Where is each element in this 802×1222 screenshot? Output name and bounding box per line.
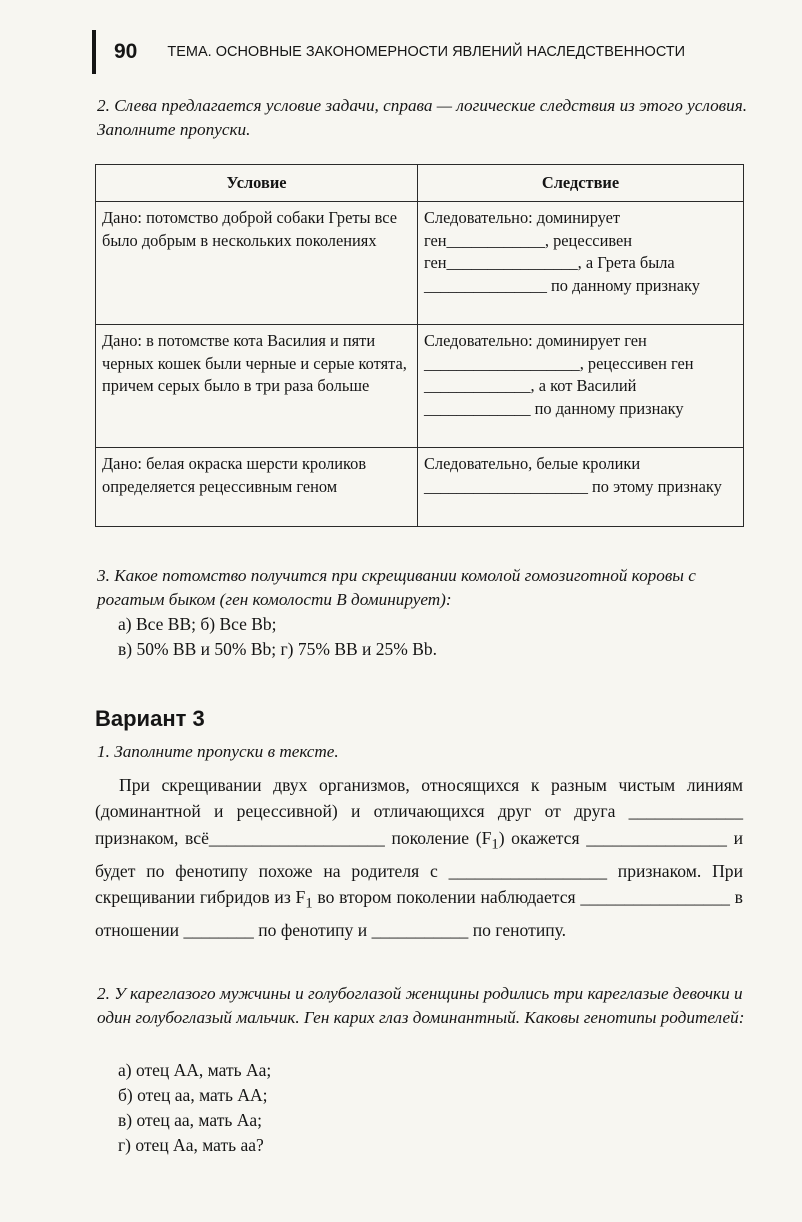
condition-cell: Дано: потомство доброй собаки Греты все было добрым в нескольких поколениях — [96, 202, 418, 325]
condition-consequence-table — [95, 164, 744, 527]
condition-cell: Дано: белая окраска шерсти кроликов определяется рецессивным геном — [96, 448, 418, 527]
consequence-cell: Следовательно: доминирует ген ___________________, рецессивен ген _____________, а кот Василий _____________ по данному признаку — [418, 325, 744, 448]
table-header-row — [96, 165, 744, 202]
table-row — [96, 448, 744, 527]
variant-heading: Вариант 3 — [95, 706, 205, 731]
text-fragment: по генотипу. — [468, 920, 567, 941]
task-3-title: 3. Какое потомство получится при скрещивании комолой гомозиготной коровы с рогатым быком (ген комолости B доминирует): — [97, 566, 696, 609]
header-title: ТЕМА. ОСНОВНЫЕ ЗАКОНОМЕРНОСТИ ЯВЛЕНИЙ НАСЛЕДСТВЕННОСТИ — [167, 44, 686, 60]
text-fragment: При скрещивании двух организмов, относящихся к разным чистым линиям (доминантной и рецессивной) и отличающихся друг от друга — [95, 775, 743, 822]
text-fragment: во втором поколении наблюдается — [312, 887, 581, 908]
subscript: 1 — [305, 895, 313, 912]
answer-option: а) отец AA, мать Aa; — [118, 1060, 272, 1080]
column-header-consequence: Следствие — [418, 165, 744, 202]
column-header-condition: Условие — [96, 165, 418, 202]
fill-blank: _____________ — [628, 801, 743, 822]
subscript: 1 — [491, 836, 499, 853]
fill-blank: ________________ — [586, 827, 727, 848]
condition-cell: Дано: в потомстве кота Василия и пяти черных кошек были черные и серые котята, причем серых было в три раза больше — [96, 325, 418, 448]
fill-blank: ___________ — [371, 920, 469, 941]
answer-option: а) Все BB; б) Все Bb; — [118, 614, 277, 634]
text-fragment: и будет по фенотипу похоже на родителя с — [95, 827, 743, 881]
consequence-cell: Следовательно, белые кролики ____________________ по этому признаку — [418, 448, 744, 527]
answer-option: в) отец aa, мать Aa; — [118, 1110, 262, 1130]
text-fragment: признаком. При скрещивании гибридов из F — [95, 860, 743, 908]
task-3-options — [118, 612, 738, 662]
text-fragment: по фенотипу и — [253, 920, 372, 941]
fill-blank: ________ — [183, 920, 254, 941]
fill-blank: ____________________ — [208, 827, 385, 848]
text-fragment: поколение (F — [384, 827, 492, 848]
page-header — [92, 30, 752, 74]
variant-task-1-title: 1. Заполните пропуски в тексте. — [97, 742, 339, 761]
variant-task-2-options — [118, 1058, 738, 1158]
page-number: 90 — [114, 40, 138, 63]
text-fragment: признаком, всё — [95, 827, 209, 848]
answer-option: г) отец Aa, мать aa? — [118, 1135, 264, 1155]
text-fragment: в отношении — [95, 887, 743, 941]
text-fragment: ) окажется — [498, 827, 587, 848]
header-bar — [92, 30, 96, 74]
fill-blank: __________________ — [448, 860, 607, 881]
table-row — [96, 202, 744, 325]
task-2-title: 2. Слева предлагается условие задачи, справа — логические следствия из этого условия. Заполните пропуски. — [97, 96, 748, 139]
table-row — [96, 325, 744, 448]
variant-task-2-title: 2. У кареглазого мужчины и голубоглазой женщины родились три кареглазые девочки и один голубоглазый мальчик. Ген карих глаз доминантный. Каковы генотипы родителей: — [97, 984, 745, 1027]
answer-option: в) 50% BB и 50% Bb; г) 75% BB и 25% Bb. — [118, 639, 438, 659]
consequence-cell: Следовательно: доминирует ген____________, рецессивен ген________________, а Грета была _______________ по данному признаку — [418, 202, 744, 325]
answer-option: б) отец aa, мать AA; — [118, 1085, 268, 1105]
fill-in-text — [95, 772, 743, 943]
fill-blank: _________________ — [580, 887, 730, 908]
